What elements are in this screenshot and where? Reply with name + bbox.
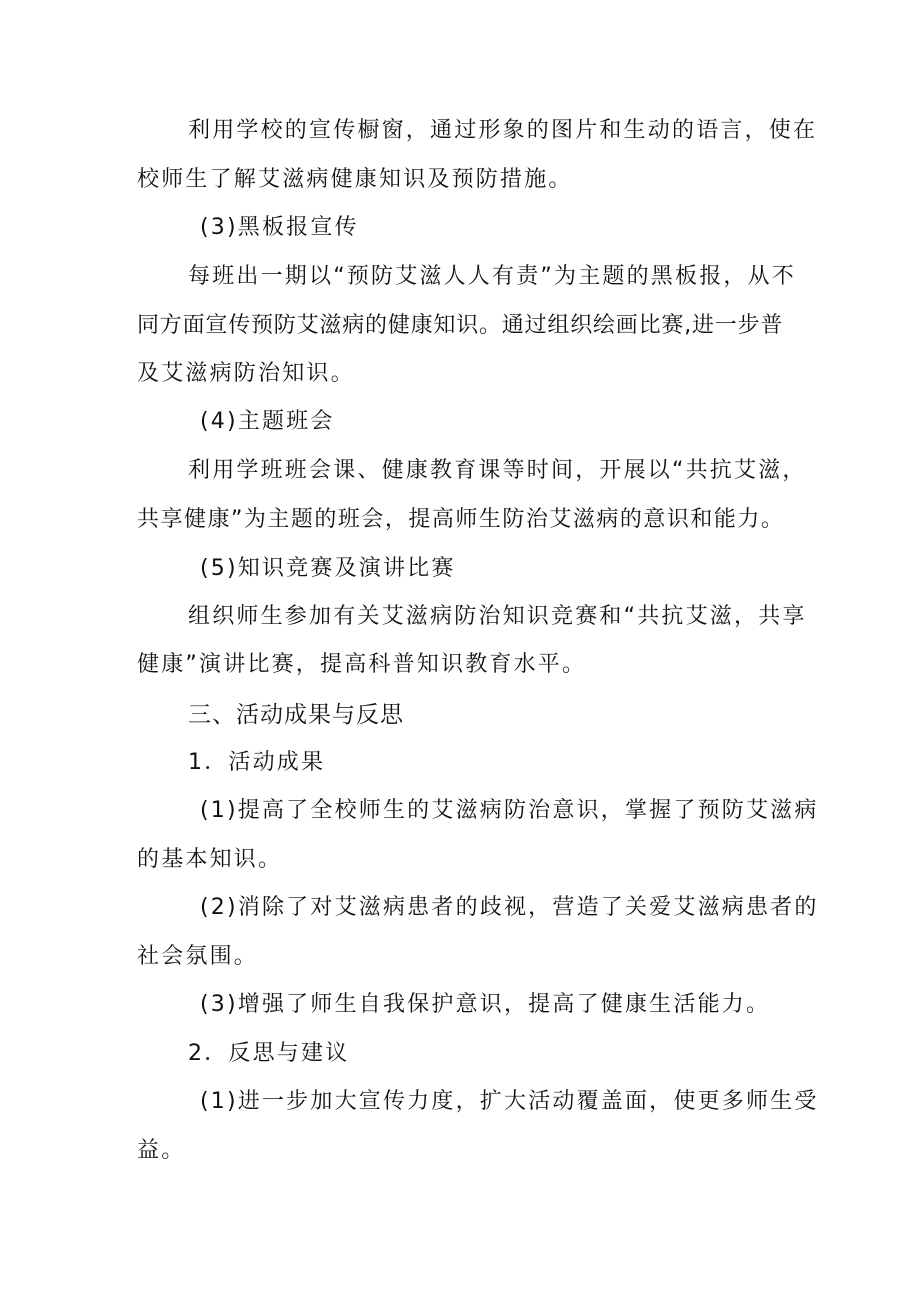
paragraph-line: 及艾滋病防治知识。 [137,361,355,386]
subsection-heading: (3)黑板报宣传 [200,215,359,240]
subsection-heading: (5)知识竞赛及演讲比赛 [200,556,456,581]
paragraph-line: 健康”演讲比赛，提高科普知识教育水平。 [137,652,587,677]
paragraph-line: 同方面宣传预防艾滋病的健康知识。通过组织绘画比赛,进一步普 [137,313,784,338]
paragraph-line: 社会氛围。 [137,944,259,969]
paragraph-line: 的基本知识。 [137,847,283,872]
section-heading: 三、活动成果与反思 [188,702,404,728]
paragraph-line: (3)增强了师生自我保护意识，提高了健康生活能力。 [200,992,771,1017]
paragraph-line: 益。 [137,1138,186,1163]
paragraph-line: 组织师生参加有关艾滋病防治知识竞赛和“共抗艾滋，共享 [188,604,807,629]
paragraph-line: (2)消除了对艾滋病患者的歧视，营造了关爱艾滋病患者的 [200,895,819,920]
paragraph-line: 校师生了解艾滋病健康知识及预防措施。 [137,167,573,192]
paragraph-line: 利用学校的宣传橱窗，通过形象的图片和生动的语言，使在 [188,118,818,143]
paragraph-line: 每班出一期以“预防艾滋人人有责”为主题的黑板报，从不 [188,264,796,289]
paragraph-line: (1)进一步加大宣传力度，扩大活动覆盖面，使更多师生受 [200,1089,819,1114]
subsection-heading: (4)主题班会 [200,409,335,434]
paragraph-line: 利用学班班会课、健康教育课等时间，开展以“共抗艾滋， [188,458,807,483]
subsection-heading: 2．反思与建议 [188,1041,350,1066]
paragraph-line: (1)提高了全校师生的艾滋病防治意识，掌握了预防艾滋病 [200,798,819,823]
paragraph-line: 共享健康”为主题的班会，提高师生防治艾滋病的意识和能力。 [137,507,785,532]
subsection-heading: 1．活动成果 [188,750,326,775]
